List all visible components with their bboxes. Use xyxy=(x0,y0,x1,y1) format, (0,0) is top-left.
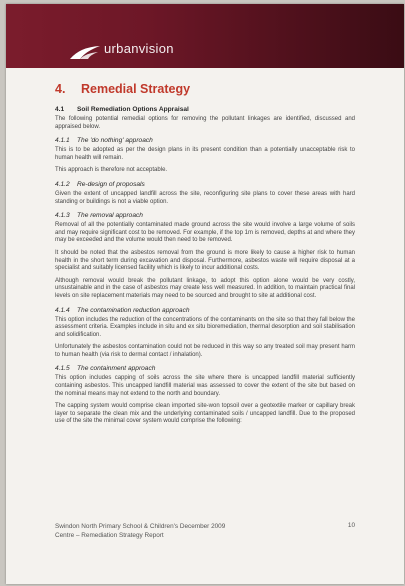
section-heading xyxy=(55,82,355,96)
option-number: 4.1.5 xyxy=(55,365,70,373)
option-heading xyxy=(55,212,355,219)
option-title: The containment approach xyxy=(77,365,156,373)
page-number: 10 xyxy=(347,522,355,529)
option-number: 4.1.3 xyxy=(55,212,70,220)
subsection-heading xyxy=(55,106,355,113)
option-paragraph: Removal of all the potentially contaminated made ground across the site would involve a large volume of soils and may require significant cost to be removed. For example, if the top 1m is removed, depths at and where they may be exceeded and the volume would then need to be removed. xyxy=(55,222,355,244)
option-paragraph: Given the extent of uncapped landfill across the site, reconfiguring site plans to cover these areas with hard standing or buildings is not a viable option. xyxy=(55,190,355,205)
option-paragraph: This approach is therefore not acceptable. xyxy=(55,167,168,174)
footer-report-title: Swindon North Primary School & Children's December 2009 xyxy=(55,523,226,530)
option-paragraph: This option includes the reduction of the concentrations of the contaminants on the site so that they fall below the assessment criteria. Examples include in situ and ex situ bioremediation, thermal desorption and soil stabilisation and solidification. xyxy=(55,316,355,338)
option-number: 4.1.2 xyxy=(55,180,70,188)
footer-report-subtitle: Centre – Remediation Strategy Report xyxy=(55,532,164,539)
option-title: Re-design of proposals xyxy=(77,180,145,188)
option-paragraph: Although removal would break the pollutant linkage, to adopt this option alone would be very costly, unsustainable and in the case of asbestos may create less well measured. In addition, to maintain practical final levels on site replacement materials may need to be sourced and brought to site at additional cost. xyxy=(55,277,355,299)
subsection-number: 4.1 xyxy=(55,106,65,113)
option-heading xyxy=(55,181,355,188)
option-paragraph: This is to be adopted as per the design plans in its present condition than a potentially unacceptable risk to human health will remain. xyxy=(55,147,355,161)
document-body xyxy=(55,76,355,431)
option-heading xyxy=(55,365,355,372)
section-title: Remedial Strategy xyxy=(81,82,191,96)
option-title: The contamination reduction approach xyxy=(77,306,190,314)
option-title: The 'do nothing' approach xyxy=(77,137,153,145)
subsection-title: Soil Remediation Options Appraisal xyxy=(77,106,189,113)
header-banner xyxy=(6,4,404,68)
brand-name: urbanvision xyxy=(104,41,174,56)
option-number: 4.1.4 xyxy=(55,306,70,314)
option-paragraph: The capping system would comprise clean imported site-won topsoil over a geotextile marker or capillary break layer to separate the clean mix and the underlying contaminated soils / uncapped landfill. Due to the proposed use of the site the minimal cover system would comprise the following: xyxy=(55,403,355,425)
intro-paragraph: The following potential remedial options for removing the pollutant linkages are identified, discussed and appraised below. xyxy=(55,116,355,130)
option-title: The removal approach xyxy=(77,212,143,220)
option-paragraph: It should be noted that the asbestos removal from the ground is more likely to cause a higher risk to human health in the short term during excavation and disposal. Furthermore, asbestos waste will require disposal at a specialist and suitably licensed facility which is likely to incur additional costs. xyxy=(55,249,355,272)
urbanvision-logo-icon xyxy=(68,43,102,61)
document-page xyxy=(6,4,404,584)
page-footer xyxy=(55,522,355,540)
option-heading xyxy=(55,137,355,144)
option-paragraph: This option includes capping of soils across the site where there is uncapped landfill material sufficiently containing asbestos. This uncapped landfill material was assessed to cover the extent of the site but based on the nominal means may not extend to the north and boundary. xyxy=(55,375,355,397)
section-number: 4. xyxy=(55,82,66,96)
option-heading xyxy=(55,307,355,314)
option-paragraph: Unfortunately the asbestos contamination could not be reduced in this way so any treated soil may present harm to human health (via risk to dermal contact / inhalation). xyxy=(55,344,355,358)
option-number: 4.1.1 xyxy=(55,137,70,145)
